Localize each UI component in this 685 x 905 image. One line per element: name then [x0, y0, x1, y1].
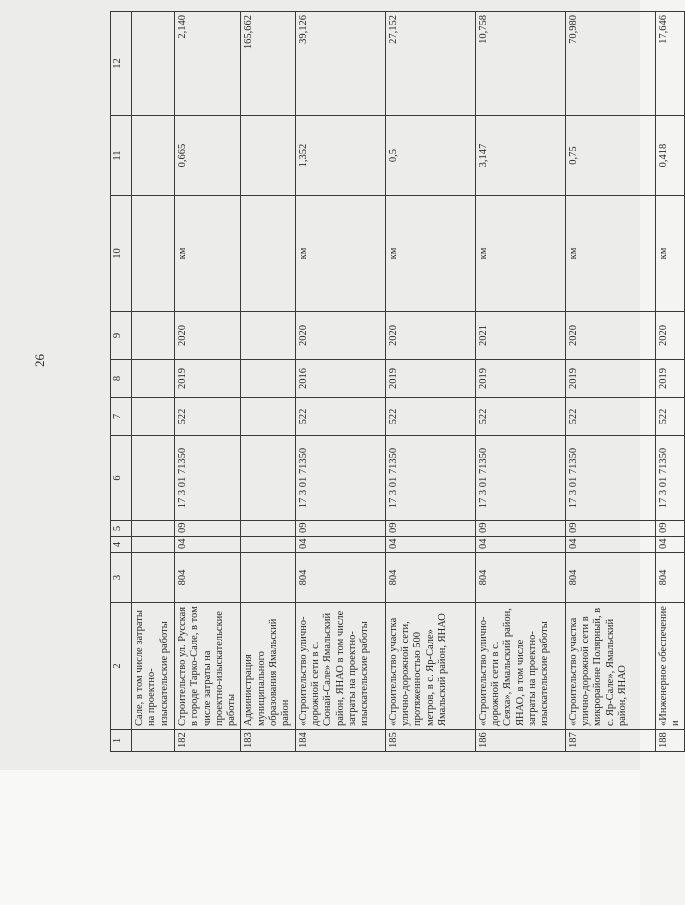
capacity-cell: 1,352 — [295, 116, 385, 196]
object-name: «Строительство участка улично-дорожной сети, протяженностью 500 метров, в с. Яр-Сале» Ямальский район, ЯНАО — [385, 603, 475, 730]
subsection-cell: 09 — [655, 521, 685, 537]
code-cell: 804 — [295, 553, 385, 603]
table-row — [132, 12, 175, 752]
capacity-cell: 0,418 — [655, 116, 685, 196]
section-cell: 04 — [565, 537, 655, 553]
row-number: 184 — [295, 730, 385, 752]
capacity-cell — [241, 116, 295, 196]
end-year-cell: 2020 — [565, 312, 655, 360]
expense-type-cell: 522 — [175, 398, 241, 436]
row-number: 182 — [175, 730, 241, 752]
row-number — [132, 730, 175, 752]
unit-cell: км — [565, 196, 655, 312]
end-year-cell: 2021 — [475, 312, 565, 360]
subsection-cell — [241, 521, 295, 537]
amount-cell: 27,152 — [385, 12, 475, 116]
end-year-cell: 2020 — [655, 312, 685, 360]
row-number: 187 — [565, 730, 655, 752]
budget-table — [110, 11, 685, 752]
expense-type-cell: 522 — [385, 398, 475, 436]
unit-cell: км — [655, 196, 685, 312]
start-year-cell: 2019 — [175, 360, 241, 398]
unit-cell: км — [385, 196, 475, 312]
target-article-cell: 17 3 01 71350 — [295, 436, 385, 521]
code-cell: 804 — [655, 553, 685, 603]
row-number: 185 — [385, 730, 475, 752]
object-name: «Инженерное обеспечение и — [655, 603, 685, 730]
table-row — [475, 12, 565, 752]
subsection-cell: 09 — [385, 521, 475, 537]
table-row — [295, 12, 385, 752]
amount-cell: 2,140 — [175, 12, 241, 116]
target-article-cell: 17 3 01 71350 — [565, 436, 655, 521]
end-year-cell: 2020 — [175, 312, 241, 360]
expense-type-cell — [132, 398, 175, 436]
rotated-table-wrapper — [110, 14, 681, 752]
page-number: 26 — [32, 354, 47, 367]
end-year-cell — [241, 312, 295, 360]
expense-type-cell: 522 — [475, 398, 565, 436]
end-year-cell — [132, 312, 175, 360]
start-year-cell — [132, 360, 175, 398]
col-header: 10 — [111, 196, 132, 312]
start-year-cell: 2016 — [295, 360, 385, 398]
col-header: 3 — [111, 553, 132, 603]
col-header: 2 — [111, 603, 132, 730]
start-year-cell — [241, 360, 295, 398]
code-cell: 804 — [475, 553, 565, 603]
row-number: 188 — [655, 730, 685, 752]
subsection-cell: 09 — [475, 521, 565, 537]
subsection-cell: 09 — [175, 521, 241, 537]
unit-cell: км — [175, 196, 241, 312]
capacity-cell: 0,5 — [385, 116, 475, 196]
amount-cell: 17,646 — [655, 12, 685, 116]
section-cell: 04 — [385, 537, 475, 553]
section-cell: 04 — [655, 537, 685, 553]
unit-cell: км — [295, 196, 385, 312]
col-header: 1 — [111, 730, 132, 752]
scanner-background — [0, 770, 640, 905]
object-name: Строительство ул. Русская в городе Тарко-Сале, в том числе затраты на проектно-изыскательские работы — [175, 603, 241, 730]
object-name: Администрация муниципального образования Ямальский район — [241, 603, 295, 730]
subsection-cell: 09 — [295, 521, 385, 537]
col-header: 7 — [111, 398, 132, 436]
amount-cell: 39,126 — [295, 12, 385, 116]
object-name: «Строительство участка улично-дорожной сети в микрорайоне Полярный, в с. Яр-Сале», Ямальский район, ЯНАО — [565, 603, 655, 730]
row-number: 186 — [475, 730, 565, 752]
column-number-row — [111, 12, 132, 752]
table-row — [565, 12, 655, 752]
code-cell: 804 — [565, 553, 655, 603]
start-year-cell: 2019 — [385, 360, 475, 398]
code-cell: 804 — [175, 553, 241, 603]
capacity-cell: 0,665 — [175, 116, 241, 196]
amount-cell: 165,662 — [241, 12, 295, 116]
end-year-cell: 2020 — [385, 312, 475, 360]
code-cell: 804 — [385, 553, 475, 603]
object-name: «Строительство улично-дорожной сети в с. Сюнай-Сале» Ямальский район, ЯНАО в том числе затраты на проектно-изыскательские работы — [295, 603, 385, 730]
code-cell — [132, 553, 175, 603]
target-article-cell: 17 3 01 71350 — [175, 436, 241, 521]
expense-type-cell: 522 — [295, 398, 385, 436]
target-article-cell — [132, 436, 175, 521]
target-article-cell: 17 3 01 71350 — [655, 436, 685, 521]
section-cell: 04 — [175, 537, 241, 553]
section-cell — [132, 537, 175, 553]
expense-type-cell: 522 — [565, 398, 655, 436]
start-year-cell: 2019 — [655, 360, 685, 398]
unit-cell — [132, 196, 175, 312]
amount-cell: 10,758 — [475, 12, 565, 116]
subsection-cell — [132, 521, 175, 537]
col-header: 4 — [111, 537, 132, 553]
col-header: 11 — [111, 116, 132, 196]
row-number: 183 — [241, 730, 295, 752]
expense-type-cell — [241, 398, 295, 436]
start-year-cell: 2019 — [565, 360, 655, 398]
subsection-cell: 09 — [565, 521, 655, 537]
col-header: 5 — [111, 521, 132, 537]
section-cell: 04 — [295, 537, 385, 553]
col-header: 6 — [111, 436, 132, 521]
capacity-cell: 3,147 — [475, 116, 565, 196]
end-year-cell: 2020 — [295, 312, 385, 360]
unit-cell — [241, 196, 295, 312]
start-year-cell: 2019 — [475, 360, 565, 398]
table-row — [385, 12, 475, 752]
expense-type-cell: 522 — [655, 398, 685, 436]
table-row — [241, 12, 295, 752]
target-article-cell: 17 3 01 71350 — [385, 436, 475, 521]
object-name: «Строительство улично-дорожной сети в с. Сеяха», Ямальский район, ЯНАО, в том числе затраты на проектно-изыскательские работы — [475, 603, 565, 730]
amount-cell — [132, 12, 175, 116]
capacity-cell — [132, 116, 175, 196]
code-cell — [241, 553, 295, 603]
target-article-cell — [241, 436, 295, 521]
col-header: 8 — [111, 360, 132, 398]
table-row — [175, 12, 241, 752]
capacity-cell: 0,75 — [565, 116, 655, 196]
table-row — [655, 12, 685, 752]
unit-cell: км — [475, 196, 565, 312]
section-cell — [241, 537, 295, 553]
amount-cell: 70,980 — [565, 12, 655, 116]
target-article-cell: 17 3 01 71350 — [475, 436, 565, 521]
section-cell: 04 — [475, 537, 565, 553]
col-header: 9 — [111, 312, 132, 360]
object-name: Сале, в том числе затраты на проектно-изыскательские работы — [132, 603, 175, 730]
col-header: 12 — [111, 12, 132, 116]
